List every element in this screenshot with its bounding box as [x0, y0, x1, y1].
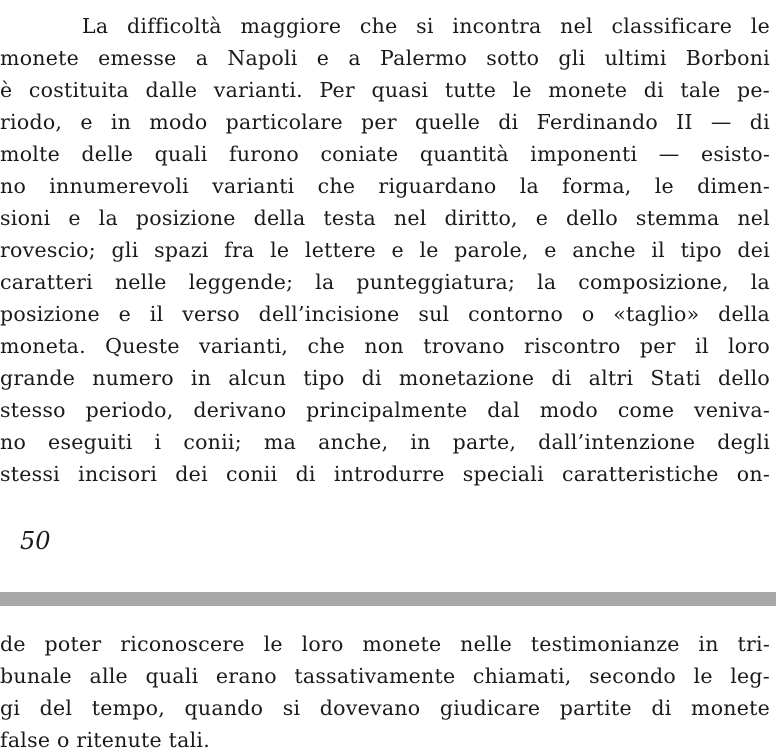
page-separator: [0, 592, 776, 606]
text-line: sioni e la posizione della testa nel diritto, e dello stemma nel: [0, 206, 770, 230]
text-line: no eseguiti i conii; ma anche, in parte, dall’intenzione degli: [0, 430, 770, 454]
text-line: stessi incisori dei conii di introdurre speciali caratteristiche on-: [0, 462, 770, 486]
text-line: no innumerevoli varianti che riguardano la forma, le dimen-: [0, 174, 770, 198]
text-line: La difficoltà maggiore che si incontra nel classificare le: [82, 14, 770, 38]
text-line: grande numero in alcun tipo di monetazione di altri Stati dello: [0, 366, 770, 390]
text-line: è costituita dalle varianti. Per quasi tutte le monete di tale pe-: [0, 78, 770, 102]
text-line: rovescio; gli spazi fra le lettere e le parole, e anche il tipo dei: [0, 238, 770, 262]
text-line: monete emesse a Napoli e a Palermo sotto gli ultimi Borboni: [0, 46, 770, 70]
page-bottom: [0, 606, 776, 750]
text-line: caratteri nelle leggende; la punteggiatura; la composizione, la: [0, 270, 770, 294]
text-line: molte delle quali furono coniate quantità imponenti — esisto-: [0, 142, 770, 166]
text-line: de poter riconoscere le loro monete nelle testimonianze in tri-: [0, 632, 770, 656]
text-line: posizione e il verso dell’incisione sul contorno o «taglio» della: [0, 302, 770, 326]
page-number: 50: [20, 527, 51, 555]
text-line: moneta. Queste varianti, che non trovano riscontro per il loro: [0, 334, 770, 358]
text-line: riodo, e in modo particolare per quelle di Ferdinando II — di: [0, 110, 770, 134]
text-line: bunale alle quali erano tassativamente chiamati, secondo le leg-: [0, 664, 770, 688]
text-line: false o ritenute tali.: [0, 728, 210, 752]
text-line: stesso periodo, derivano principalmente dal modo come veniva-: [0, 398, 770, 422]
text-line: gi del tempo, quando si dovevano giudicare partite di monete: [0, 696, 770, 720]
